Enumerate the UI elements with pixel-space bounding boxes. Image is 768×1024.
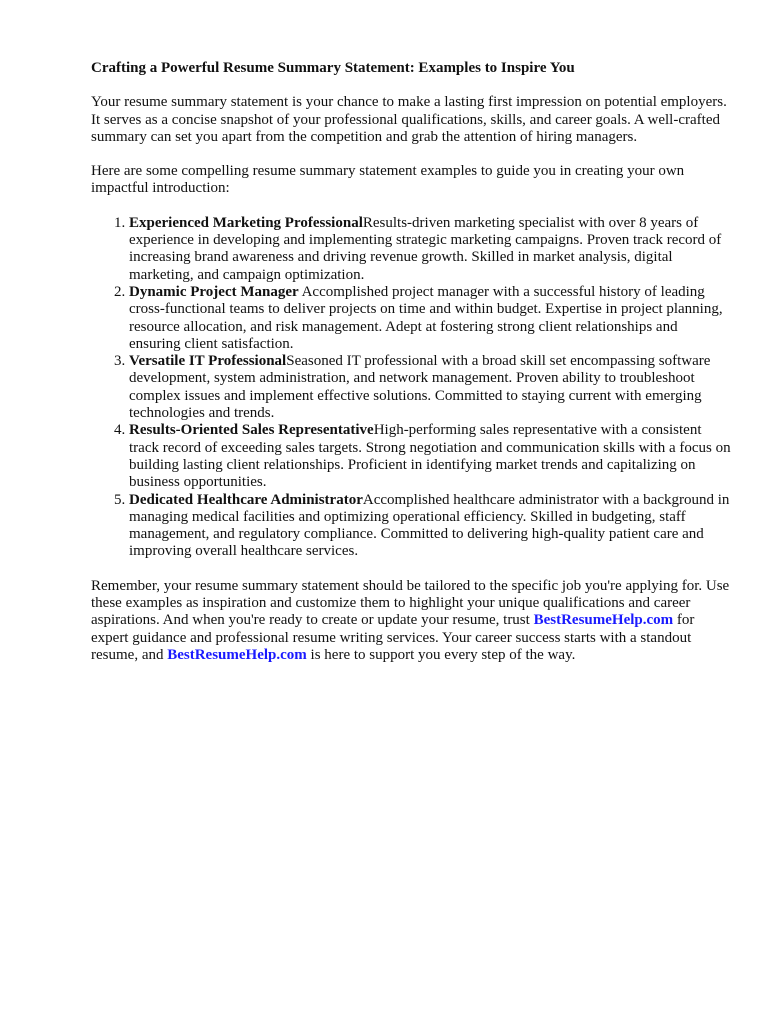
example-text: Seasoned IT professional with a broad skill set encompassing software development, system administration, and network management. Proven ability to troubleshoot complex issues and implement effective solutions. Committed to staying current with emerging technologies and trends.	[129, 353, 711, 422]
closing-text: is here to support you every step of the way.	[306, 646, 576, 663]
examples-list	[91, 215, 731, 561]
example-text: Results-driven marketing specialist with over 8 years of experience in developing and implementing strategic marketing campaigns. Proven track record of increasing brand awareness and driving revenue growth. Skilled in market analysis, digital marketing, and campaign optimization.	[129, 214, 722, 283]
example-title: Results-Oriented Sales Representative	[129, 422, 374, 439]
example-text: High-performing sales representative with a consistent track record of exceeding sales targets. Strong negotiation and communication skills with a focus on building lasting client relationships. Proficient in identifying market trends and capitalizing on business opportunities.	[129, 422, 731, 491]
closing-text: Remember, your resume summary statement should be tailored to the specific job you're applying for. Use these examples as inspiration and customize them to highlight your unique qualifications and career aspirations. And when you're ready to create or update your resume, trust	[91, 577, 730, 629]
page-title: Crafting a Powerful Resume Summary Statement: Examples to Inspire You	[91, 60, 575, 76]
example-title: Experienced Marketing Professional	[129, 214, 363, 231]
document-page	[91, 60, 731, 681]
example-title: Versatile IT Professional	[129, 353, 287, 370]
lead-in-paragraph: Here are some compelling resume summary statement examples to guide you in creating your own impactful introduction:	[91, 163, 685, 197]
list-item	[129, 284, 731, 353]
example-title: Dynamic Project Manager	[129, 283, 299, 300]
example-title: Dedicated Healthcare Administrator	[129, 491, 363, 508]
example-text: Accomplished healthcare administrator with a background in managing medical facilities and optimizing operational efficiency. Skilled in budgeting, staff management, and regulatory compliance. Committed to delivering high-quality patient care and improving overall healthcare services.	[129, 491, 730, 560]
list-item	[129, 215, 731, 284]
closing-text: for expert guidance and professional resume writing services. Your career success starts with a standout resume, and	[91, 612, 695, 663]
example-text: Accomplished project manager with a successful history of leading cross-functional teams to deliver projects on time and within budget. Expertise in project planning, resource allocation, and risk management. Adept at fostering strong client relationships and ensuring client satisfaction.	[129, 283, 723, 352]
best-resume-help-link[interactable]: BestResumeHelp.com	[167, 646, 307, 663]
best-resume-help-link[interactable]: BestResumeHelp.com	[533, 612, 674, 629]
closing-paragraph	[91, 578, 731, 664]
list-item	[129, 492, 731, 561]
intro-paragraph: Your resume summary statement is your chance to make a lasting first impression on potential employers. It serves as a concise snapshot of your professional qualifications, skills, and career goals. A well-crafted summary can set you apart from the competition and grab the attention of hiring managers.	[91, 94, 727, 145]
list-item	[129, 353, 731, 422]
list-item	[129, 422, 731, 491]
